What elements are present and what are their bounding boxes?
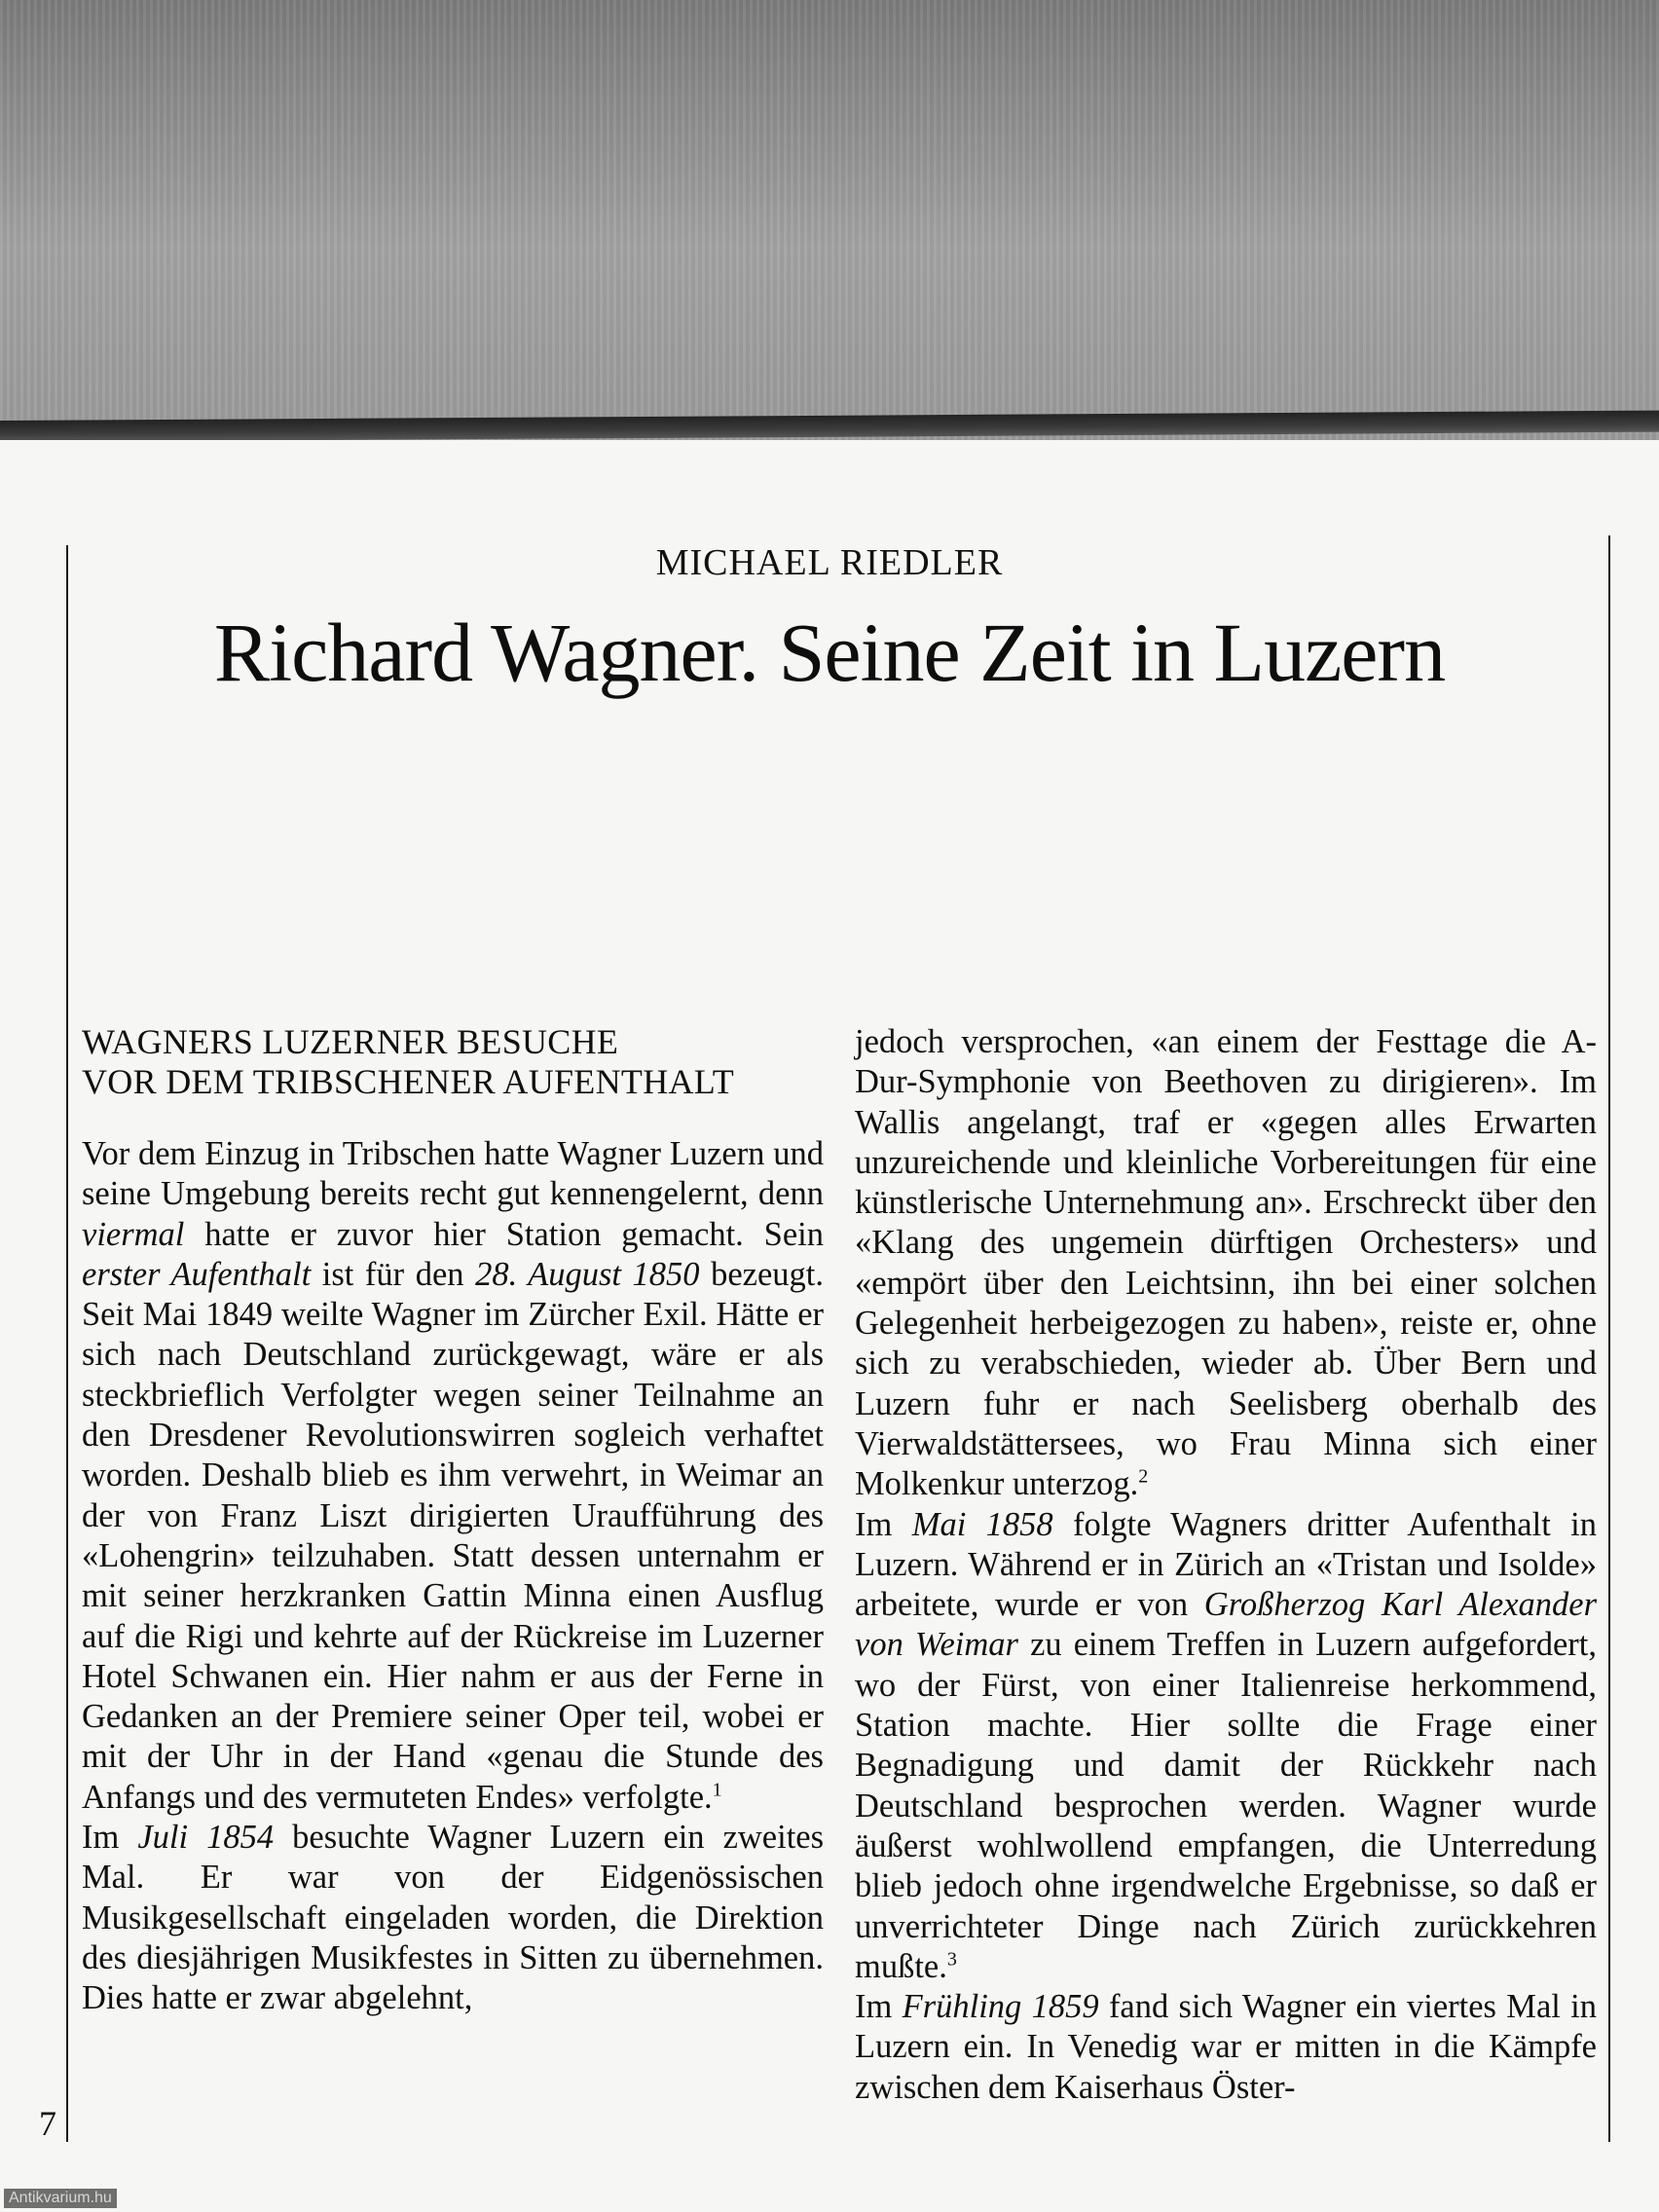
emphasis: Großherzog Karl Alexander von Weimar — [855, 1586, 1597, 1664]
footnote-marker: 2 — [1138, 1465, 1149, 1488]
text-run: jedoch versprochen, «an einem der Festtage die A-Dur-Symphonie von Beethoven zu dirigieren». Im Wallis angelangt, traf er «gegen alles Erwarten unzureichende und kleinliche Vorbereitungen für eine künstlerische Unternehmung an». Erschreckt über den «Klang des ungemein dürftigen Orchesters» und «empört über den Leichtsinn, ihn bei einer solchen Gelegenheit herbeigezogen zu haben», reiste er, ohne sich zu verabschieden, wieder ab. Über Bern und Luzern fuhr er nach Seelisberg oberhalb des Vierwaldstättersees, wo Frau Minna sich einer Molkenkur unterzog. — [855, 1023, 1597, 1503]
page-number: 7 — [39, 2104, 56, 2143]
emphasis: Mai 1858 — [911, 1505, 1053, 1543]
paragraph-first-visit — [82, 1134, 824, 1818]
text-run: besuchte Wagner Luzern ein zweites Mal. Er war von der Eidgenössischen Musikgesellschaft eingeladen worden, die Direktion des diesjährigen Musikfestes in Sitten zu übernehmen. Dies hatte er zwar abgelehnt, — [82, 1819, 825, 2017]
right-margin-rule — [1608, 535, 1610, 2142]
background-surface — [0, 0, 1659, 448]
text-run: Im — [855, 1505, 912, 1543]
text-run: fand sich Wagner ein viertes Mal in Luzern ein. In Venedig war er mitten in die Kämpfe zwischen dem Kaiserhaus Öster- — [855, 1988, 1597, 2106]
footnote-marker: 3 — [946, 1948, 957, 1971]
text-run: Im — [82, 1819, 138, 1857]
emphasis: 28. August 1850 — [475, 1255, 700, 1293]
article-title: Richard Wagner. Seine Zeit in Luzern — [213, 606, 1446, 699]
emphasis: viermal — [82, 1215, 185, 1253]
text-run: hatte er zuvor hier Station gemacht. Sein — [184, 1215, 824, 1253]
paragraph-fourth-visit — [855, 1987, 1597, 2108]
paragraph-second-visit-continued — [855, 1022, 1597, 1505]
text-run: Im — [855, 1988, 903, 2026]
left-column — [82, 1022, 824, 2019]
footnote-marker: 1 — [712, 1779, 722, 1801]
emphasis: erster Aufenthalt — [82, 1255, 312, 1293]
text-run: folgte Wagners dritter Aufenthalt in Luzern. Während er in Zürich an «Tristan und Isolde» arbeitete, wurde er von — [855, 1505, 1597, 1624]
left-margin-rule — [66, 545, 68, 2142]
section-heading-line-2: VOR DEM TRIBSCHENER AUFENTHALT — [82, 1062, 735, 1101]
emphasis: Frühling 1859 — [902, 1988, 1099, 2026]
paragraph-second-visit — [82, 1818, 824, 2018]
paragraph-third-visit — [855, 1505, 1597, 1988]
text-run: bezeugt. Seit Mai 1849 weilte Wagner im Zürcher Exil. Hätte er sich nach Deutschland zurückgewagt, wäre er als steckbrieflich Verfolgter wegen seiner Teilnahme an den Dresdener Revolutionswirren sogleich verhaftet worden. Deshalb blieb es ihm verwehrt, in Weimar an der von Franz Liszt dirigierten Uraufführung des «Lohengrin» teilzuhaben. Statt dessen unternahm er mit seiner herzkranken Gattin Minna einen Ausflug auf die Rigi und kehrte auf der Rückreise im Luzerner Hotel Schwanen ein. Hier nahm er aus der Ferne in Gedanken an der Premiere seiner Oper teil, wobei er mit der Uhr in der Hand «genau die Stunde des Anfangs und des vermuteten Endes» verfolgte. — [82, 1255, 825, 1816]
text-run: Vor dem Einzug in Tribschen hatte Wagner Luzern und seine Umgebung bereits recht gut kennengelernt, denn — [82, 1135, 824, 1213]
text-run: ist für den — [311, 1255, 476, 1293]
text-run: zu einem Treffen in Luzern aufgefordert, wo der Fürst, von einer Italienreise herkommend, Station machte. Hier sollte die Frage einer Begnadigung und damit der Rückkehr nach Deutschland besprochen werden. Wagner wurde äußerst wohlwollend empfangen, die Unterredung blieb jedoch ohne irgendwelche Ergebnisse, so daß er unverrichteter Dinge nach Zürich zurückkehren mußte. — [855, 1626, 1598, 1985]
author-name: MICHAEL RIEDLER — [655, 542, 1004, 583]
emphasis: Juli 1854 — [137, 1819, 275, 1857]
section-heading-line-1: WAGNERS LUZERNER BESUCHE — [82, 1022, 619, 1061]
right-column — [855, 1022, 1597, 2108]
watermark: Antikvarium.hu — [4, 2189, 117, 2208]
section-heading — [82, 1022, 824, 1102]
